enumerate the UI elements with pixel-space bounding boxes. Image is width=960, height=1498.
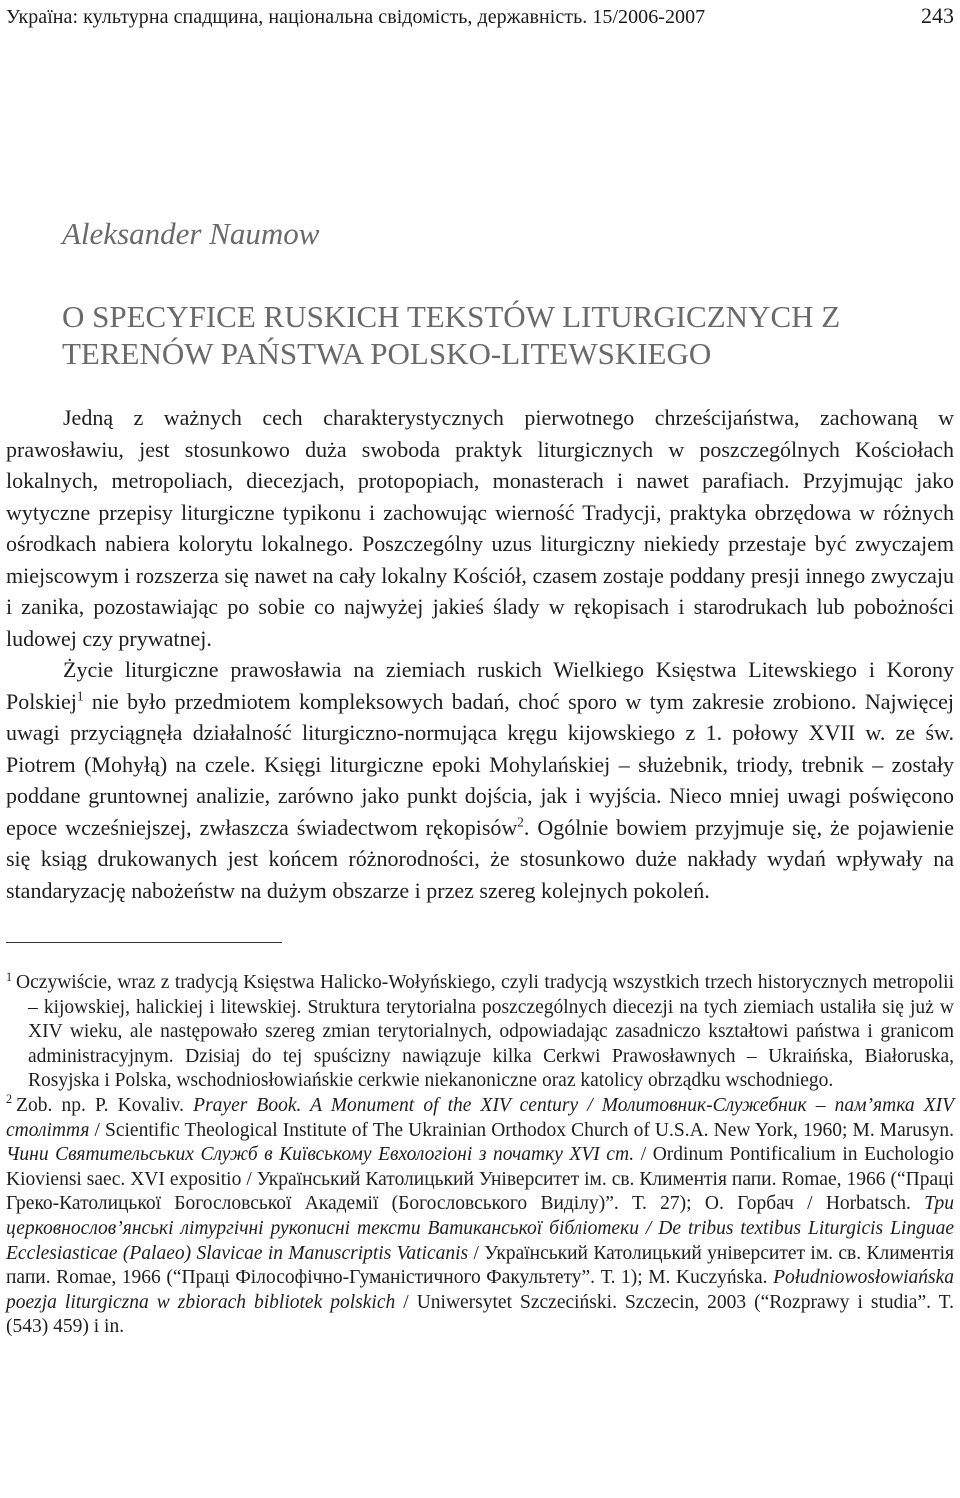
paragraph-2-part-c: . Ogólnie bowiem przyjmuje się, że pojawienie się ksiąg drukowanych jest końcem różnorodności, że stosunkowo duże nakłady wydań wpływały na standaryzację nabożeństw na dużym obszarze i przez szereg kolejnych pokoleń. [6, 814, 955, 903]
running-header [6, 2, 954, 32]
article-author: Aleksander Naumow [62, 216, 320, 251]
paragraph-1: Jedną z ważnych cech charakterystycznych pierwotnego chrześcijaństwa, zachowaną w prawosławiu, jest stosunkowo duża swoboda praktyk liturgicznych w poszczególnych Kościołach lokalnych, metropoliach, diecezjach, protopopiach, monasterach i nawet parafiach. Przyjmując jako wytyczne przepisy liturgiczne typikonu i zachowując wierność Tradycji, praktyka obrzędowa w różnych ośrodkach nabiera kolorytu lokalnego. Poszczególny uzus liturgiczny niekiedy przestaje być zwyczajem miejscowym i rozszerza się nawet na cały lokalny Kościół, czasem zostaje poddany presji innego zwyczaju i zanika, pozostawiając po sobie co najwyżej jakieś ślady w rękopisach i starodrukach lub pobożności ludowej czy prywatnej. [6, 405, 954, 651]
footnote-ref-1[interactable]: 1 [76, 688, 84, 704]
footnote-separator [6, 942, 282, 943]
footnote-2-part-c: / Ordinum Pontificalium in Euchologio Kioviensi saec. XVI expositio / Український Католицький Університет ім. св. Климентія папи. Romae, 1966 (“Праці Греко-Католицької Богословської Академії (Богословського Виділу)”. Т. 27); О. Горбач / Horbatsch. [6, 1144, 954, 1215]
footnote-2-title-4: Południowosłowiańska poezja liturgiczna w zbiorach bibliotek polskich [6, 1267, 954, 1313]
footnote-2-part-d: / Український Католицький університет ім. св. Климентія папи. Romae, 1966 (“Праці Філософічно-Гуманістичного Факультету”. Т. 1); M. Kuczyńska. [6, 1242, 954, 1289]
footnote-1 [6, 971, 954, 1094]
journal-title: Україна: культурна спадщина, національна свідомість, державність. 15/2006-2007 [6, 6, 706, 28]
footnote-2-part-b: / Scientific Theological Institute of The Ukrainian Orthodox Church of U.S.A. New York, 1960; M. Marusyn. [89, 1119, 954, 1141]
footnote-1-mark: 1 [6, 969, 13, 984]
footnotes [6, 971, 954, 1340]
footnote-2-title-2: Чини Святительських Служб в Київському Евхологіоні з початку XVI ст. [6, 1144, 635, 1166]
article-title-line-2: TERENÓW PAŃSTWA POLSKO-LITEWSKIEGO [62, 336, 712, 371]
footnote-2-title-3: Три церковнослов’янські літургічні рукописні тексти Ватиканської бібліотеки / De tribus textibus Liturgicis Linguae Ecclesiasticae (Palaeo) Slavicae in Manuscriptis Vaticanis [6, 1193, 954, 1264]
paragraph-2-part-b: nie było przedmiotem kompleksowych badań, choć sporo w tym zakresie zrobiono. Najwięcej uwagi przyciągnęła działalność liturgiczno-normująca kręgu kijowskiego z 1. połowy XVII w. ze św. Piotrem (Mohyłą) na czele. Księgi liturgiczne epoki Mohylańskiej – służebnik, triody, trebnik – zostały poddane gruntownej analizie, zarówno jako punkt dojścia, jak i wyjścia. Nieco mniej uwagi poświęcono epoce wcześniejszej, zwłaszcza świadectwom rękopisów [6, 688, 954, 840]
paragraph-2 [6, 654, 954, 906]
footnote-2-mark: 2 [6, 1092, 13, 1107]
footnote-ref-2[interactable]: 2 [517, 814, 524, 830]
footnote-2-title-1: Prayer Book. A Monument of the XIV century / Молитовник-Служебник – пам’ятка XIV століття [6, 1094, 955, 1141]
article-title-line-1: O SPECYFICE RUSKICH TEKSTÓW LITURGICZNYCH Z [62, 299, 841, 334]
footnote-2 [6, 1094, 954, 1340]
page-number: 243 [921, 3, 954, 28]
article-title [62, 298, 954, 372]
footnote-2-part-e: / Uniwersytet Szczeciński. Szczecin, 2003 (“Rozprawy i studia”. T. (543) 459) i in. [6, 1291, 954, 1338]
footnote-1-text: Oczywiście, wraz z tradycją Księstwa Halicko-Wołyńskiego, czyli tradycją wszystkich trzech historycznych metropolii – kijowskiej, halickiej i litewskiej. Struktura terytorialna poszczególnych diecezji na tych ziemiach ustaliła się już w XIV wieku, ale następowało szereg zmian terytorialnych, odpowiadając zasadniczo kształtowi państwa i granicom administracyjnym. Dzisiaj do tej spuścizny nawiązuje kilka Cerkwi Prawosławnych – Ukraińska, Białoruska, Rosyjska i Polska, wschodniosłowiańskie cerkwie niekanoniczne oraz katolicy obrządku wschodniego. [16, 972, 954, 1092]
footnote-2-part-a: Zob. np. P. Kovaliv. [16, 1094, 194, 1116]
article-body [6, 402, 954, 906]
paragraph-2-part-a: Życie liturgiczne prawosławia na ziemiach ruskich Wielkiego Księstwa Litewskiego i Korony Polskiej [6, 657, 954, 714]
